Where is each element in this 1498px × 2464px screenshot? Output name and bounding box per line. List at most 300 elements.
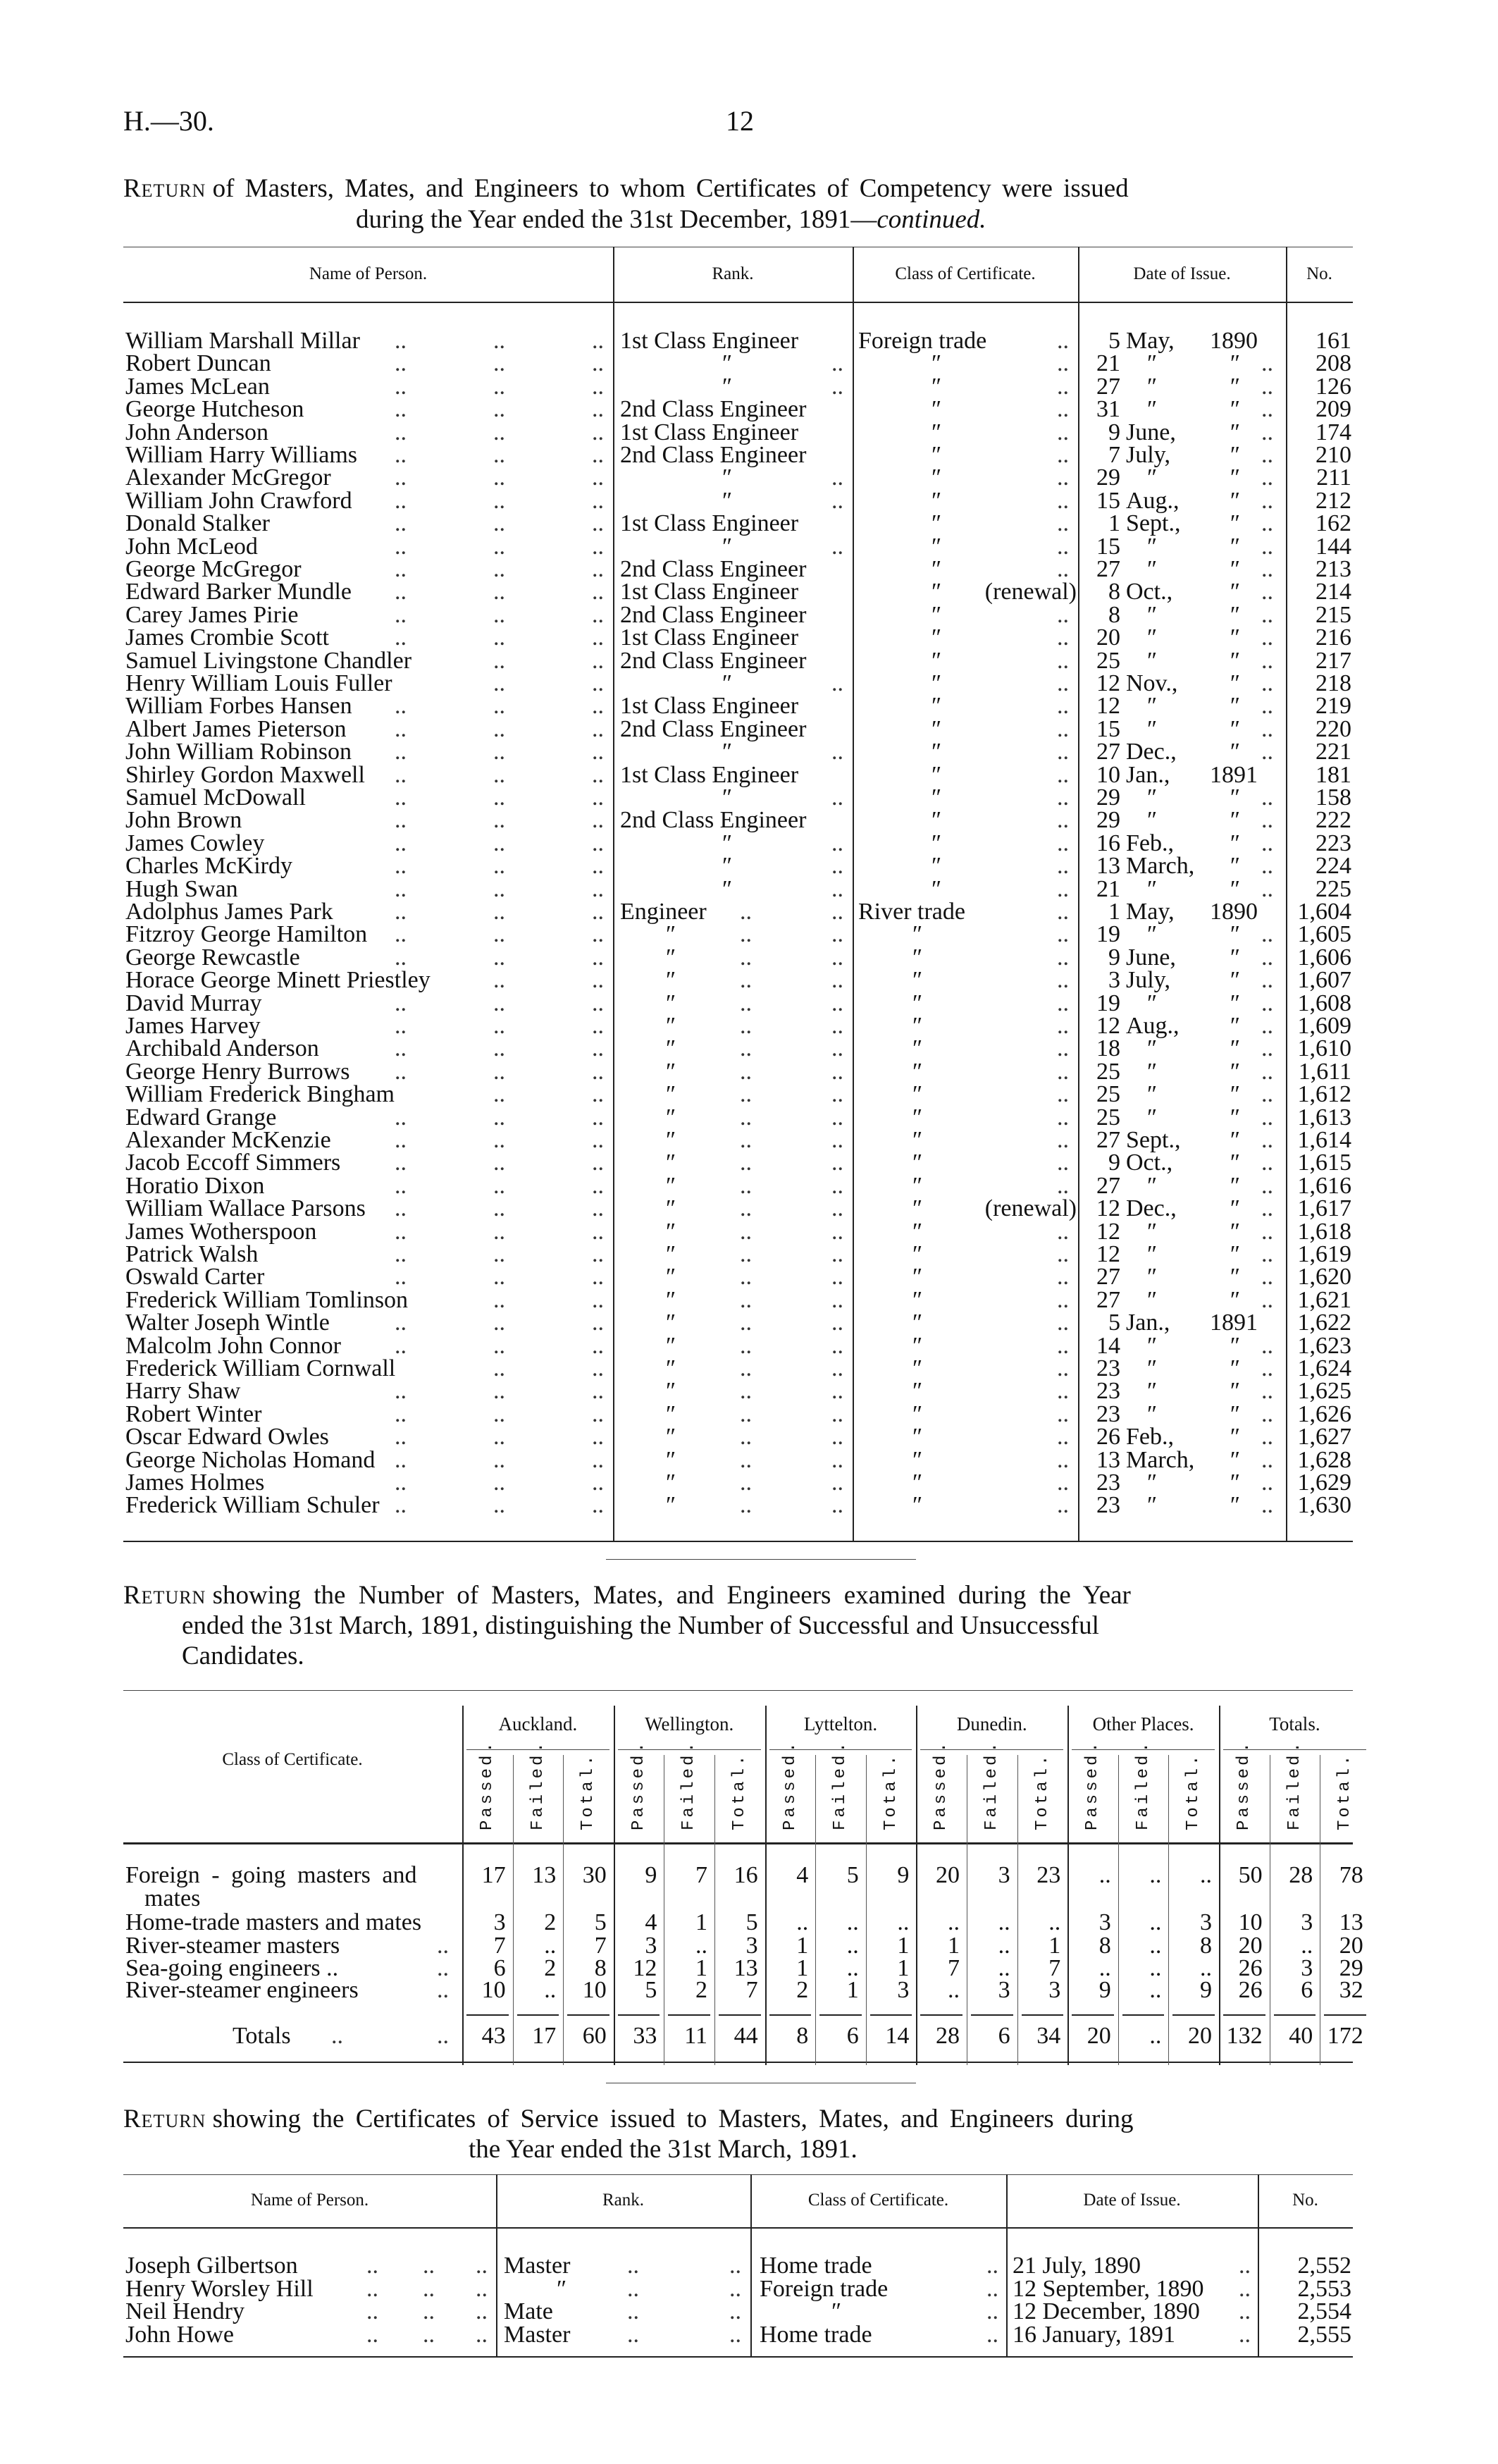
leader-dots: .. [592,1150,604,1176]
issue-day: 9 [1108,944,1120,971]
certificate-class: ″ [912,1470,923,1496]
certificate-class: ″ [931,510,942,537]
rank: ″ [722,875,733,902]
leader-dots: .. [592,1355,604,1381]
certificate-number: 162 [1316,510,1351,537]
leader-dots: .. [366,2275,378,2302]
leader-dots: .. [1261,1355,1273,1381]
leader-dots: .. [493,487,505,514]
certificate-class: ″ [931,533,942,560]
certificate-number: 208 [1316,350,1351,377]
certificate-class: ″ [931,579,942,605]
count-cell: .. [1301,1933,1313,1959]
issue-year: ″ [1230,875,1240,902]
count-cell: .. [1098,1862,1111,1888]
leader-dots: .. [592,1400,604,1427]
leader-dots: .. [493,419,505,445]
leader-dots: .. [831,1310,843,1336]
issue-year: ″ [1230,693,1240,720]
rank: ″ [666,1081,676,1108]
rank: ″ [666,1400,676,1427]
issue-month: ″ [1147,556,1158,582]
issue-day: 12 [1096,1218,1120,1245]
leader-dots: .. [493,807,505,834]
subheader-failed: Failed. [679,1739,699,1830]
leader-dots: .. [493,1035,505,1062]
leader-dots: .. [493,396,505,423]
leader-dots: .. [740,1400,752,1427]
rank: ″ [722,830,733,856]
leader-dots: .. [592,1332,604,1359]
leader-dots: .. [1057,899,1069,925]
certificate-class: ″ [931,784,942,811]
leader-dots: .. [740,1446,752,1473]
leader-dots: .. [1057,373,1069,400]
issue-day: 12 [1096,693,1120,720]
leader-dots: .. [1057,1310,1069,1336]
count-cell: 78 [1339,1862,1363,1888]
rank: ″ [666,1470,676,1496]
certificate-class: Foreign trade [858,328,987,354]
subheader-passed: Passed. [478,1739,497,1830]
leader-dots: .. [729,2298,741,2324]
person-name: William John Crawford [125,487,352,514]
issue-month: Oct., [1126,1150,1173,1176]
group-header-lyttelton: Lyttelton. [803,1713,878,1735]
leader-dots: .. [366,2253,378,2279]
certificate-number: 1,623 [1297,1332,1351,1359]
leader-dots: .. [493,624,505,651]
column-header-class: Class of Certificate. [807,2191,949,2210]
leader-dots: .. [740,1058,752,1085]
issue-day: 15 [1096,487,1120,514]
certificate-number: 221 [1316,739,1351,765]
leader-dots: .. [1057,419,1069,445]
issue-day: 19 [1096,921,1120,948]
leader-dots: .. [493,1104,505,1131]
certificate-class: ″ [912,1378,923,1405]
certificate-number: 212 [1316,487,1351,514]
leader-dots: .. [1057,1172,1069,1199]
certificate-number: 1,627 [1297,1424,1351,1450]
issue-day: 8 [1108,579,1120,605]
count-cell: 32 [1339,1977,1363,2003]
leader-dots: .. [1239,2321,1251,2348]
certificate-class: ″ [931,715,942,742]
count-cell: 7 [695,1862,707,1888]
column-header-no: No. [1306,264,1332,283]
leader-dots: .. [627,2321,639,2348]
issue-year: ″ [1230,853,1240,880]
leader-dots: .. [592,1286,604,1313]
leader-dots: .. [592,442,604,468]
rank: ″ [666,1264,676,1290]
leader-dots: .. [1261,1035,1273,1062]
issue-month: July, [1126,442,1170,468]
issue-day: 25 [1096,1104,1120,1131]
subheader-passed: Passed. [780,1739,800,1830]
leader-dots: .. [1057,487,1069,514]
leader-dots: .. [493,784,505,811]
leader-dots: .. [1261,624,1273,651]
leader-dots: .. [1261,944,1273,971]
issue-year: ″ [1230,1492,1240,1519]
leader-dots: .. [740,899,752,925]
leader-dots: .. [1057,350,1069,377]
issue-day: 15 [1096,533,1120,560]
issue-day: 23 [1096,1378,1120,1405]
leader-dots: .. [395,875,407,902]
rank: 2nd Class Engineer [620,556,807,582]
leader-dots: .. [395,1400,407,1427]
leader-dots: .. [740,1241,752,1267]
issue-month: Aug., [1126,1013,1180,1039]
issue-day: 18 [1096,1035,1120,1062]
leader-dots: .. [493,1081,505,1108]
leader-dots: .. [1239,2275,1251,2302]
count-cell: 6 [1301,1977,1313,2003]
issue-year: ″ [1230,1286,1240,1313]
certificate-number: 216 [1316,624,1351,651]
count-cell: .. [947,1909,960,1935]
leader-dots: .. [1057,1035,1069,1062]
count-cell: 8 [1199,1933,1212,1959]
person-name: Walter Joseph Wintle [125,1310,330,1336]
leader-dots: .. [366,2298,378,2324]
document-reference: H.—30. [123,105,214,137]
issue-year: ″ [1230,1127,1240,1153]
title-text: showing the Certificates of Service issued to Masters, Mates, and Engineers during [212,2105,1134,2133]
certificate-number: 2,552 [1297,2253,1351,2279]
issue-year: ″ [1230,921,1240,948]
leader-dots: .. [592,830,604,856]
leader-dots: .. [1057,1470,1069,1496]
leader-dots: .. [729,2253,741,2279]
certificate-class: ″ [912,1492,923,1519]
count-cell: 20 [1238,1933,1263,1959]
person-name: James Holmes [125,1470,265,1496]
rank: 1st Class Engineer [620,761,799,788]
issue-day: 5 [1108,328,1120,354]
issue-year: ″ [1230,373,1240,400]
leader-dots: .. [1057,830,1069,856]
person-name: Joseph Gilbertson [125,2253,298,2279]
leader-dots: .. [592,396,604,423]
count-cell: 1 [897,1955,910,1981]
leader-dots: .. [493,1150,505,1176]
leader-dots: .. [366,2321,378,2348]
issue-day: 27 [1096,556,1120,582]
leader-dots: .. [1057,1081,1069,1108]
issue-date: 12 September, 1890 [1013,2275,1204,2302]
title-text: showing the Number of Masters, Mates, and Engineers examined during the Year [212,1581,1131,1610]
issue-day: 9 [1108,1150,1120,1176]
certificate-number: 2,554 [1297,2298,1351,2324]
rank: ″ [722,533,733,560]
certificate-class: ″ [931,693,942,720]
issue-year: ″ [1230,1013,1240,1039]
certificate-number: 1,628 [1297,1446,1351,1473]
count-cell: 9 [1098,1977,1111,2003]
rank: Master [504,2253,571,2279]
leader-dots: .. [395,419,407,445]
leader-dots: .. [831,350,843,377]
total-cell: 28 [935,2023,960,2049]
count-cell: 26 [1238,1977,1263,2003]
subheader-passed: Passed. [1234,1739,1254,1830]
certificate-number: 1,621 [1297,1286,1351,1313]
person-name: Oswald Carter [125,1264,265,1290]
issue-month: ″ [1147,1355,1158,1381]
count-cell: .. [1199,1955,1212,1981]
leader-dots: .. [1057,1241,1069,1267]
certificate-class: ″ [912,921,923,948]
leader-dots: .. [592,1104,604,1131]
leader-dots: .. [831,1492,843,1519]
leader-dots: .. [740,1286,752,1313]
issue-month: ″ [1147,1400,1158,1427]
issue-year: ″ [1230,715,1240,742]
leader-dots: .. [437,1977,449,2003]
rank: ″ [722,670,733,696]
rank: ″ [666,1172,676,1199]
leader-dots: .. [423,2275,435,2302]
leader-dots: .. [1261,1470,1273,1496]
issue-month: ″ [1147,1286,1158,1313]
issue-day: 13 [1096,853,1120,880]
certificate-class: ″ [931,464,942,491]
return-label: Return [123,174,206,203]
count-cell: 3 [1301,1955,1313,1981]
issue-year: ″ [1230,647,1240,674]
leader-dots: .. [476,2321,488,2348]
table2-title-line1 [123,1580,1131,1611]
rank: ″ [666,1127,676,1153]
leader-dots: .. [395,784,407,811]
leader-dots: .. [740,1104,752,1131]
leader-dots: .. [493,1286,505,1313]
person-name: Robert Duncan [125,350,271,377]
leader-dots: .. [1261,1218,1273,1245]
leader-dots: .. [729,2275,741,2302]
leader-dots: .. [493,715,505,742]
leader-dots: .. [493,967,505,994]
rank: ″ [666,1150,676,1176]
rank: Master [504,2321,571,2348]
leader-dots: .. [1057,1058,1069,1085]
leader-dots: .. [395,807,407,834]
issue-year: ″ [1230,464,1240,491]
leader-dots: .. [395,1332,407,1359]
issue-year: ″ [1230,579,1240,605]
leader-dots: .. [1057,1286,1069,1313]
leader-dots: .. [831,1332,843,1359]
leader-dots: .. [1057,1104,1069,1131]
person-name: William Marshall Millar [125,328,360,354]
leader-dots: .. [1239,2298,1251,2324]
subheader-total: Total. [881,1752,900,1830]
issue-day: 23 [1096,1355,1120,1381]
certificate-class: ″ [931,761,942,788]
leader-dots: .. [395,921,407,948]
issue-month: ″ [1147,715,1158,742]
person-name: William Wallace Parsons [125,1195,366,1222]
count-cell: 8 [594,1955,607,1981]
certificate-class: ″ [912,1150,923,1176]
issue-day: 20 [1096,624,1120,651]
count-cell: 3 [1301,1909,1313,1935]
person-name: Horatio Dixon [125,1172,265,1199]
issue-month: Oct., [1126,579,1173,605]
rank: 2nd Class Engineer [620,396,807,423]
leader-dots: .. [831,1195,843,1222]
leader-dots: .. [1261,693,1273,720]
person-name: Archibald Anderson [125,1035,319,1062]
leader-dots: .. [437,2023,449,2049]
count-cell: 23 [1036,1862,1061,1888]
certificate-class-continued: mates [144,1885,201,1911]
issue-year: ″ [1230,1035,1240,1062]
leader-dots: .. [395,1241,407,1267]
column-header-date: Date of Issue. [1133,264,1231,283]
certificate-class: ″ [931,350,942,377]
leader-dots: .. [493,899,505,925]
person-name: John McLeod [125,533,258,560]
count-cell: 13 [532,1862,557,1888]
issue-day: 29 [1096,784,1120,811]
title-continued: continued. [877,205,986,234]
total-cell: 34 [1036,2023,1061,2049]
leader-dots: .. [395,990,407,1016]
renewal-note: (renewal) [984,579,1077,605]
leader-dots: .. [1261,1286,1273,1313]
issue-day: 16 [1096,830,1120,856]
subheader-failed: Failed. [831,1739,850,1830]
leader-dots: .. [1261,1400,1273,1427]
group-header-totals: Totals. [1269,1713,1320,1735]
subheader-total: Total. [578,1752,598,1830]
issue-year: ″ [1230,807,1240,834]
person-name: Patrick Walsh [125,1241,259,1267]
issue-day: 27 [1096,1172,1120,1199]
leader-dots: .. [1261,533,1273,560]
total-cell: 14 [885,2023,910,2049]
rank: ″ [666,1218,676,1245]
leader-dots: .. [395,579,407,605]
issue-month: ″ [1147,1081,1158,1108]
leader-dots: .. [831,1150,843,1176]
certificate-class: ″ [931,807,942,834]
person-name: James Harvey [125,1013,261,1039]
leader-dots: .. [831,373,843,400]
renewal-note: (renewal) [984,1195,1077,1222]
count-cell: 13 [1339,1909,1363,1935]
leader-dots: .. [592,899,604,925]
count-cell: 10 [582,1977,607,2003]
count-cell: .. [998,1955,1010,1981]
leader-dots: .. [493,510,505,537]
issue-day: 21 [1096,875,1120,902]
issue-year: ″ [1230,624,1240,651]
rank: 1st Class Engineer [620,419,799,445]
person-name: Albert James Pieterson [125,715,347,742]
count-cell: .. [1149,1933,1162,1959]
count-cell: 20 [1339,1933,1363,1959]
leader-dots: .. [395,1035,407,1062]
certificate-number: 161 [1316,328,1351,354]
leader-dots: .. [592,1058,604,1085]
leader-dots: .. [1057,1264,1069,1290]
person-name: Edward Grange [125,1104,277,1131]
total-cell: 132 [1226,2023,1263,2049]
leader-dots: .. [395,1378,407,1405]
leader-dots: .. [1057,1424,1069,1450]
leader-dots: .. [592,1264,604,1290]
certificate-class: ″ [931,830,942,856]
certificate-class: ″ [912,1127,923,1153]
leader-dots: .. [493,853,505,880]
leader-dots: .. [1057,944,1069,971]
certificate-class: ″ [912,944,923,971]
leader-dots: .. [740,1195,752,1222]
issue-month: June, [1126,419,1176,445]
leader-dots: .. [395,1446,407,1473]
rank: 2nd Class Engineer [620,807,807,834]
count-cell: 29 [1339,1955,1363,1981]
certificate-number: 174 [1316,419,1351,445]
leader-dots: .. [493,442,505,468]
leader-dots: .. [831,899,843,925]
leader-dots: .. [1057,990,1069,1016]
count-cell: 20 [935,1862,960,1888]
person-name: Frederick William Tomlinson [125,1286,409,1313]
person-name: John William Robinson [125,739,352,765]
count-cell: 7 [745,1977,758,2003]
count-cell: .. [1149,1909,1162,1935]
person-name: George Rewcastle [125,944,300,971]
count-cell: 3 [745,1933,758,1959]
person-name: James Wotherspoon [125,1218,317,1245]
subheader-total: Total. [730,1752,749,1830]
count-cell: 3 [897,1977,910,2003]
leader-dots: .. [592,693,604,720]
leader-dots: .. [831,1035,843,1062]
issue-day: 25 [1096,1058,1120,1085]
total-cell: 20 [1087,2023,1111,2049]
issue-date: 12 December, 1890 [1013,2298,1200,2324]
leader-dots: .. [1057,556,1069,582]
issue-month: ″ [1147,533,1158,560]
count-cell: 17 [481,1862,506,1888]
issue-day: 14 [1096,1332,1120,1359]
rank: 1st Class Engineer [620,624,799,651]
leader-dots: .. [1261,853,1273,880]
certificate-class: River-steamer masters [125,1933,340,1959]
leader-dots: .. [592,1446,604,1473]
count-cell: .. [1048,1909,1061,1935]
person-name: Harry Shaw [125,1378,241,1405]
issue-month: May, [1126,328,1175,354]
rank: ″ [666,1241,676,1267]
leader-dots: .. [1261,715,1273,742]
leader-dots: .. [1261,1492,1273,1519]
certificate-number: 224 [1316,853,1351,880]
certificate-class: ″ [912,1424,923,1450]
leader-dots: .. [740,1218,752,1245]
rank: ″ [722,350,733,377]
issue-month: ″ [1147,1035,1158,1062]
issue-year: ″ [1230,1218,1240,1245]
